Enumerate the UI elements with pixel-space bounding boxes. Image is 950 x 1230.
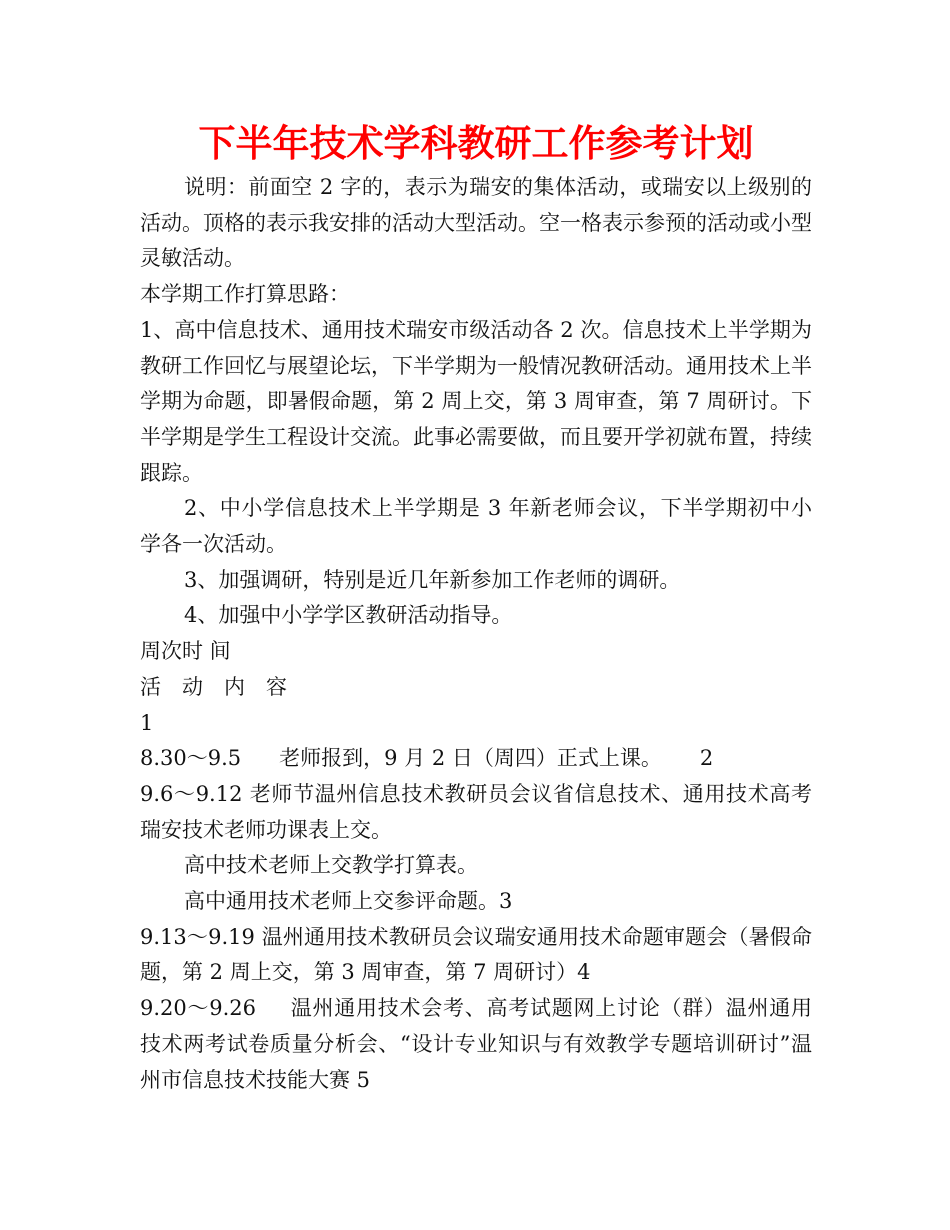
document-page: [140, 118, 812, 1098]
table-header-week-time: 周次时 间: [140, 639, 231, 664]
week-2-row: 9.6～9.12 老师节温州信息技术教研员会议省信息技术、通用技术高考瑞安技术老师功课表上交。: [140, 781, 812, 842]
document-title: 下半年技术学科教研工作参考计划: [198, 122, 754, 165]
week-4-range: 9.20～9.26: [140, 996, 257, 1021]
paragraph-item-3: 3、加强调研，特别是近几年新参加工作老师的调研。: [184, 567, 681, 592]
week-1-content: 老师报到，9 月 2 日（周四）正式上课。: [279, 746, 662, 771]
paragraph-plan-heading: 本学期工作打算思路：: [140, 282, 350, 307]
week-number-2: 2: [699, 746, 714, 771]
paragraph-item-1: 1、高中信息技术、通用技术瑞安市级活动各 2 次。信息技术上半学期为教研工作回忆与展望论坛，下半学期为一般情况教研活动。通用技术上半学期为命题，即暑假命题，第 2 周上交，第 3 周审查，第 7 周研讨。下半学期是学生工程设计交流。此事必需要做，而且要开学初就布置，持续跟踪。: [140, 317, 812, 485]
paragraph-item-4: 4、加强中小学学区教研活动指导。: [184, 603, 513, 628]
week-4-content: 温州通用技术会考、高考试题网上讨论（群）温州通用技术两考试卷质量分析会、“设计专业知识与有效教学专题培训研讨”温州市信息技术技能大赛 5: [140, 996, 812, 1092]
week-3-row: 9.13～9.19 温州通用技术教研员会议瑞安通用技术命题审题会（暑假命题，第 2 周上交，第 3 周审查，第 7 周研讨）4: [140, 924, 812, 985]
table-header-activity: 活 动 内 容: [140, 674, 287, 699]
week-2-sub-2: 高中通用技术老师上交参评命题。3: [184, 889, 513, 914]
paragraph-note: 说明：前面空 2 字的，表示为瑞安的集体活动，或瑞安以上级别的活动。顶格的表示我安排的活动大型活动。空一格表示参预的活动或小型灵敏活动。: [140, 175, 812, 271]
week-1-range: 8.30～9.5: [140, 746, 242, 771]
paragraph-item-2: 2、中小学信息技术上半学期是 3 年新老师会议，下半学期初中小学各一次活动。: [140, 496, 812, 557]
week-number-1: 1: [140, 710, 154, 735]
week-1-row: [140, 741, 812, 777]
week-4-row: [140, 991, 812, 1098]
week-2-sub-1: 高中技术老师上交教学打算表。: [184, 853, 478, 878]
